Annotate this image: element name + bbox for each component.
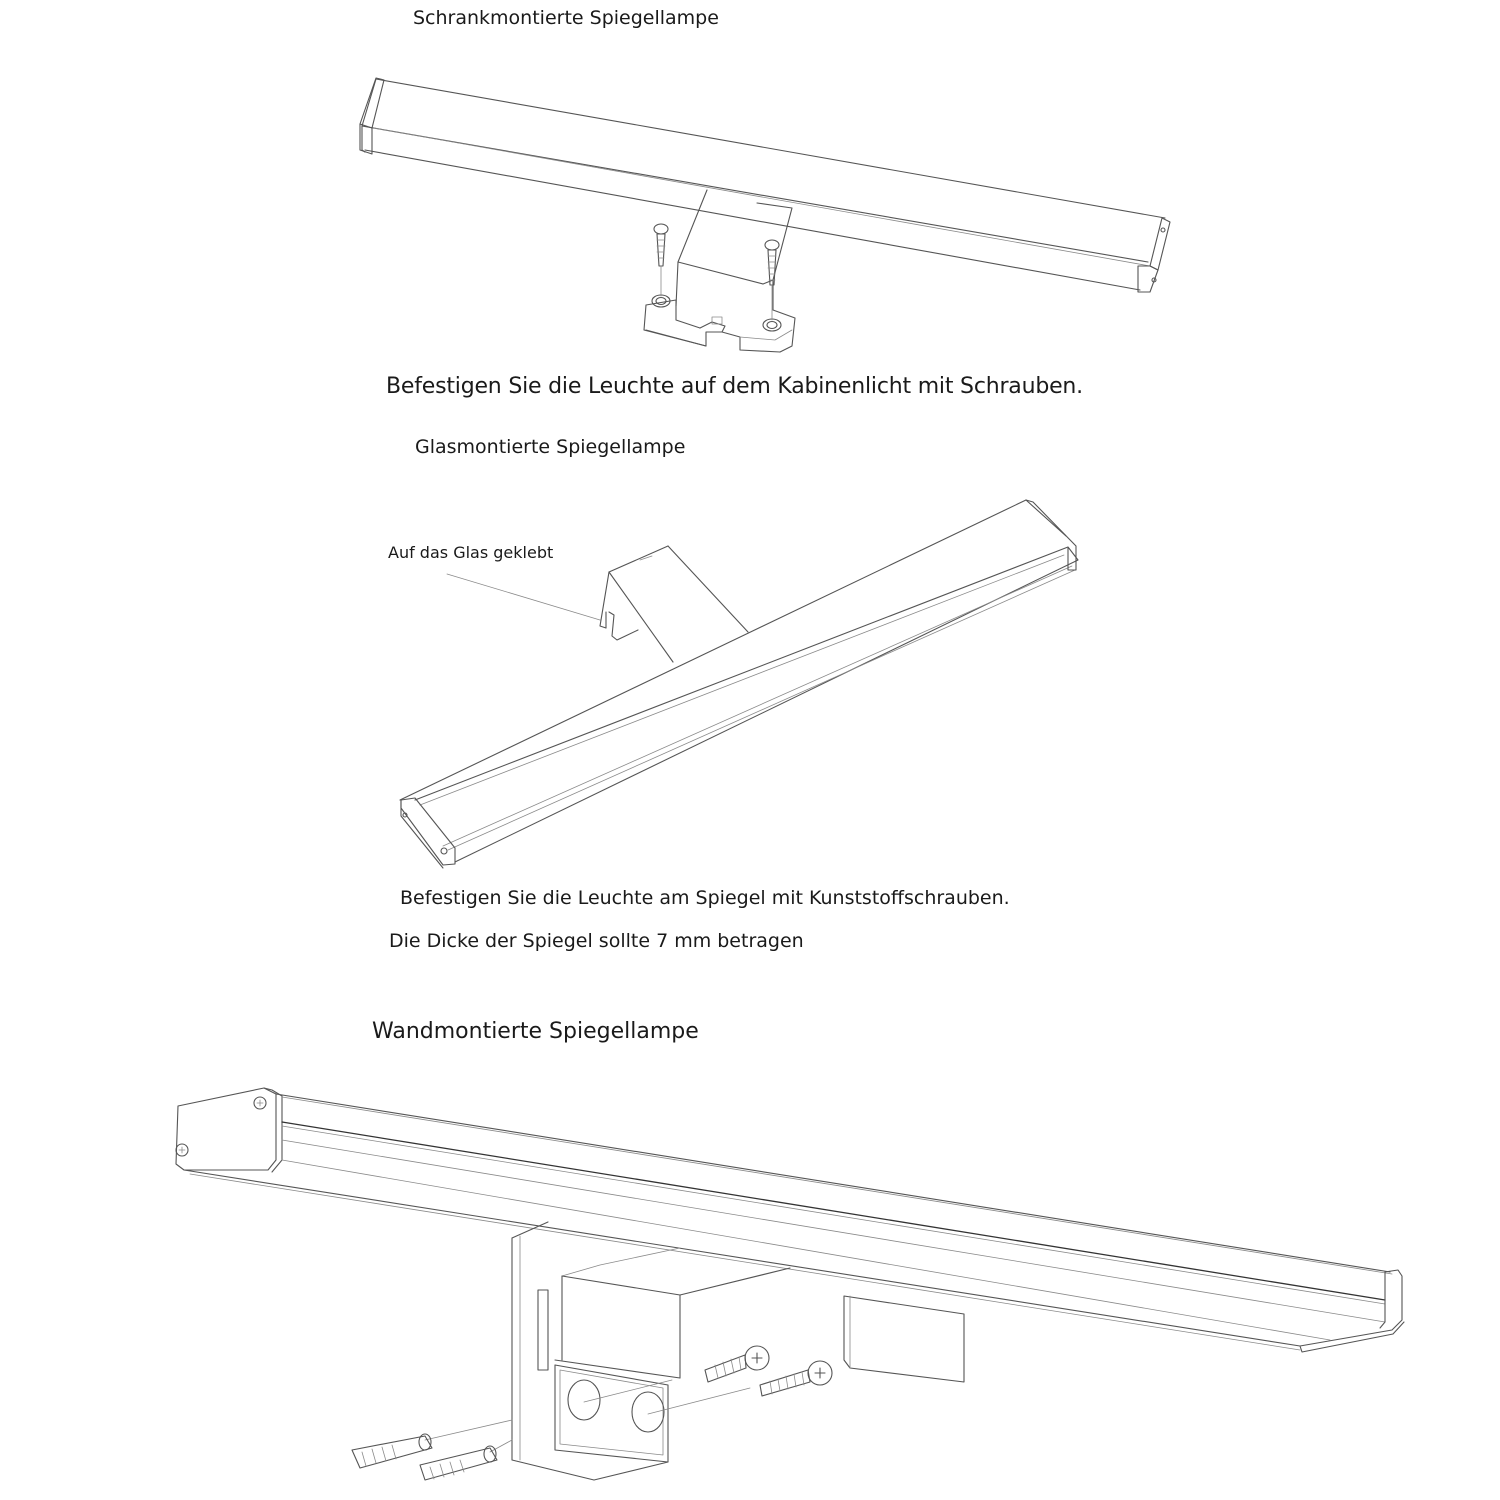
instruction-glass-mounted: Befestigen Sie die Leuchte am Spiegel mit Kunststoffschrauben. bbox=[400, 887, 1010, 909]
wall-mounted-lamp-exploded-drawing bbox=[176, 1088, 1404, 1480]
heading-wall-mounted: Wandmontierte Spiegellampe bbox=[372, 1019, 699, 1044]
cabinet-mounted-lamp-drawing bbox=[360, 78, 1170, 352]
glass-mounted-lamp-drawing bbox=[400, 500, 1078, 868]
instruction-cabinet-mounted: Befestigen Sie die Leuchte auf dem Kabinenlicht mit Schrauben. bbox=[386, 374, 1083, 399]
heading-glass-mounted: Glasmontierte Spiegellampe bbox=[415, 436, 686, 458]
callout-glued-to-glass: Auf das Glas geklebt bbox=[388, 543, 554, 562]
heading-cabinet-mounted: Schrankmontierte Spiegellampe bbox=[413, 7, 719, 29]
note-mirror-thickness: Die Dicke der Spiegel sollte 7 mm betragen bbox=[389, 930, 804, 952]
